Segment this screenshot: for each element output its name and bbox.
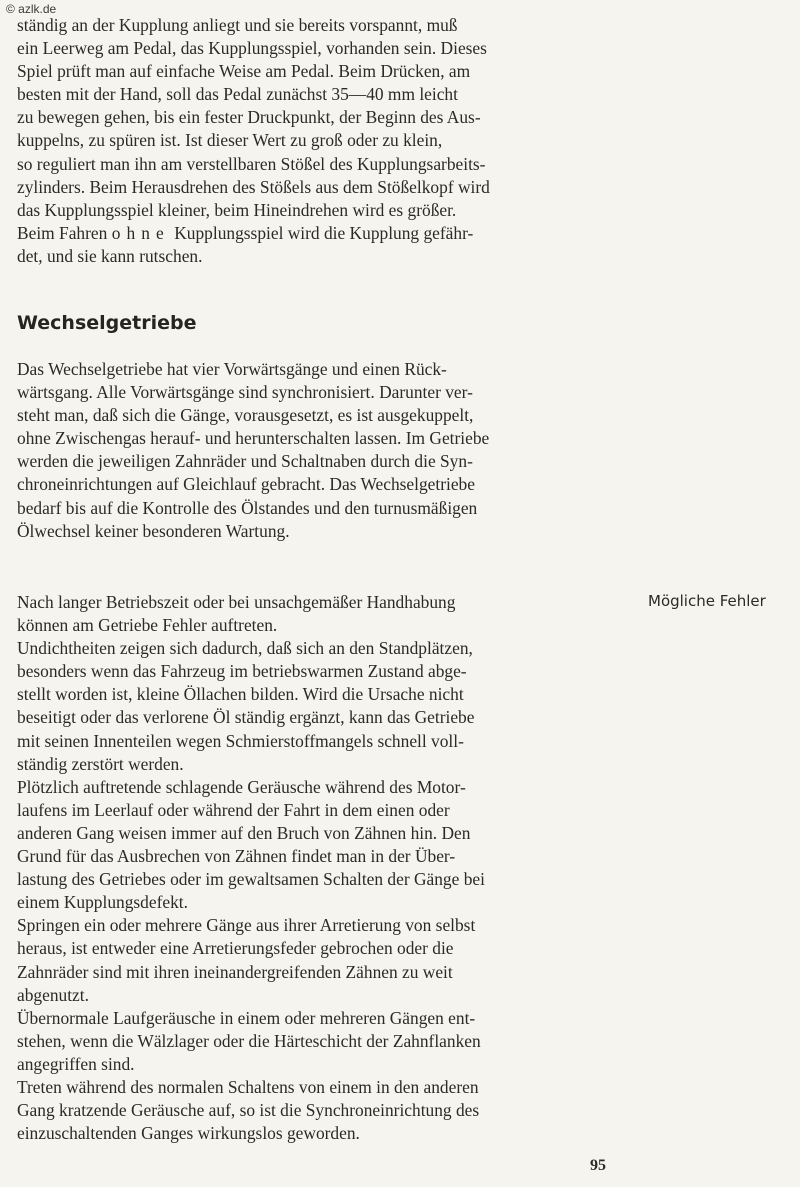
text-line: wärtsgang. Alle Vorwärtsgänge sind synchronisiert. Darunter ver- xyxy=(17,382,473,403)
margin-note: Mögliche Fehler xyxy=(648,592,766,610)
text-line: chroneinrichtungen auf Gleichlauf gebracht. Das Wechselgetriebe xyxy=(17,474,475,495)
text-line: Springen ein oder mehrere Gänge aus ihrer Arretierung von selbst xyxy=(17,915,476,936)
text-line: Spiel prüft man auf einfache Weise am Pedal. Beim Drücken, am xyxy=(17,61,471,82)
text-line: laufens im Leerlauf oder während der Fahrt in dem einen oder xyxy=(17,799,450,820)
text-line: Zahnräder sind mit ihren ineinandergreifenden Zähnen zu weit xyxy=(17,961,453,982)
text-line: Nach langer Betriebszeit oder bei unsachgemäßer Handhabung xyxy=(17,592,456,612)
text-line: steht man, daß sich die Gänge, vorausgesetzt, es ist ausgekuppelt, xyxy=(17,405,474,426)
text-line: Grund für das Ausbrechen von Zähnen findet man in der Über- xyxy=(17,846,456,867)
text-line: Gang kratzende Geräusche auf, so ist die Synchroneinrichtung des xyxy=(17,1100,480,1121)
page-number: 95 xyxy=(590,1157,606,1174)
text-line xyxy=(17,222,624,245)
text-line: können am Getriebe Fehler auftreten. xyxy=(17,615,278,636)
text-line: zylinders. Beim Herausdrehen des Stößels aus dem Stößelkopf wird xyxy=(17,176,490,197)
paragraph-possible-faults xyxy=(17,591,624,1145)
text-line: bedarf bis auf die Kontrolle des Ölstandes und den turnusmäßigen xyxy=(17,497,478,518)
text-line: lastung des Getriebes oder im gewaltsamen Schalten der Gänge bei xyxy=(17,869,485,890)
watermark: © azlk.de xyxy=(6,2,57,16)
text-line: abgenutzt. xyxy=(17,984,89,1005)
text-line: kuppelns, zu spüren ist. Ist dieser Wert zu groß oder zu klein, xyxy=(17,130,443,151)
text-line: Übernormale Laufgeräusche in einem oder mehreren Gängen ent- xyxy=(17,1007,476,1028)
paragraph-clutch-play xyxy=(17,14,624,268)
text-line: stellt worden ist, kleine Öllachen bilden. Wird die Ursache nicht xyxy=(17,684,464,705)
text-line: det, und sie kann rutschen. xyxy=(17,245,203,266)
text-line: heraus, ist entweder eine Arretierungsfeder gebrochen oder die xyxy=(17,938,454,959)
emphasized-word: ohne xyxy=(111,222,170,243)
text-span: Beim Fahren xyxy=(17,222,108,243)
text-line: Treten während des normalen Schaltens von einem in den anderen xyxy=(17,1076,479,1097)
text-line: Undichtheiten zeigen sich dadurch, daß sich an den Standplätzen, xyxy=(17,638,473,659)
text-line: anderen Gang weisen immer auf den Bruch von Zähnen hin. Den xyxy=(17,822,471,843)
section-heading: Wechselgetriebe xyxy=(17,312,197,334)
text-line: besonders wenn das Fahrzeug im betriebswarmen Zustand abge- xyxy=(17,661,467,682)
text-line: mit seinen Innenteilen wegen Schmierstoffmangels schnell voll- xyxy=(17,730,464,751)
text-line: besten mit der Hand, soll das Pedal zunächst 35—40 mm leicht xyxy=(17,84,458,105)
text-line: werden die jeweiligen Zahnräder und Schaltnaben durch die Syn- xyxy=(17,451,473,472)
text-line: ohne Zwischengas herauf- und herunterschalten lassen. Im Getriebe xyxy=(17,428,490,449)
text-line: stehen, wenn die Wälzlager oder die Härteschicht der Zahnflanken xyxy=(17,1030,481,1051)
text-line: ständig zerstört werden. xyxy=(17,753,184,774)
text-line: einem Kupplungsdefekt. xyxy=(17,892,188,913)
text-line: zu bewegen gehen, bis ein fester Druckpunkt, der Beginn des Aus- xyxy=(17,107,481,128)
text-line: Ölwechsel keiner besonderen Wartung. xyxy=(17,520,290,541)
text-line: einzuschaltenden Ganges wirkungslos geworden. xyxy=(17,1123,360,1144)
text-line: Das Wechselgetriebe hat vier Vorwärtsgänge und einen Rück- xyxy=(17,359,447,379)
paragraph-gearbox-intro xyxy=(17,358,624,543)
text-line: das Kupplungsspiel kleiner, beim Hineindrehen wird es größer. xyxy=(17,199,457,220)
text-line: Plötzlich auftretende schlagende Geräusche während des Motor- xyxy=(17,776,466,797)
text-line: beseitigt oder das verlorene Öl ständig ergänzt, kann das Getriebe xyxy=(17,707,475,728)
text-line: so reguliert man ihn am verstellbaren Stößel des Kupplungsarbeits- xyxy=(17,153,486,174)
text-line: ein Leerweg am Pedal, das Kupplungsspiel, vorhanden sein. Dieses xyxy=(17,38,487,59)
text-span: Kupplungsspiel wird die Kupplung gefähr- xyxy=(174,222,474,243)
text-line: ständig an der Kupplung anliegt und sie bereits vorspannt, muß xyxy=(17,15,458,35)
text-line: angegriffen sind. xyxy=(17,1053,135,1074)
